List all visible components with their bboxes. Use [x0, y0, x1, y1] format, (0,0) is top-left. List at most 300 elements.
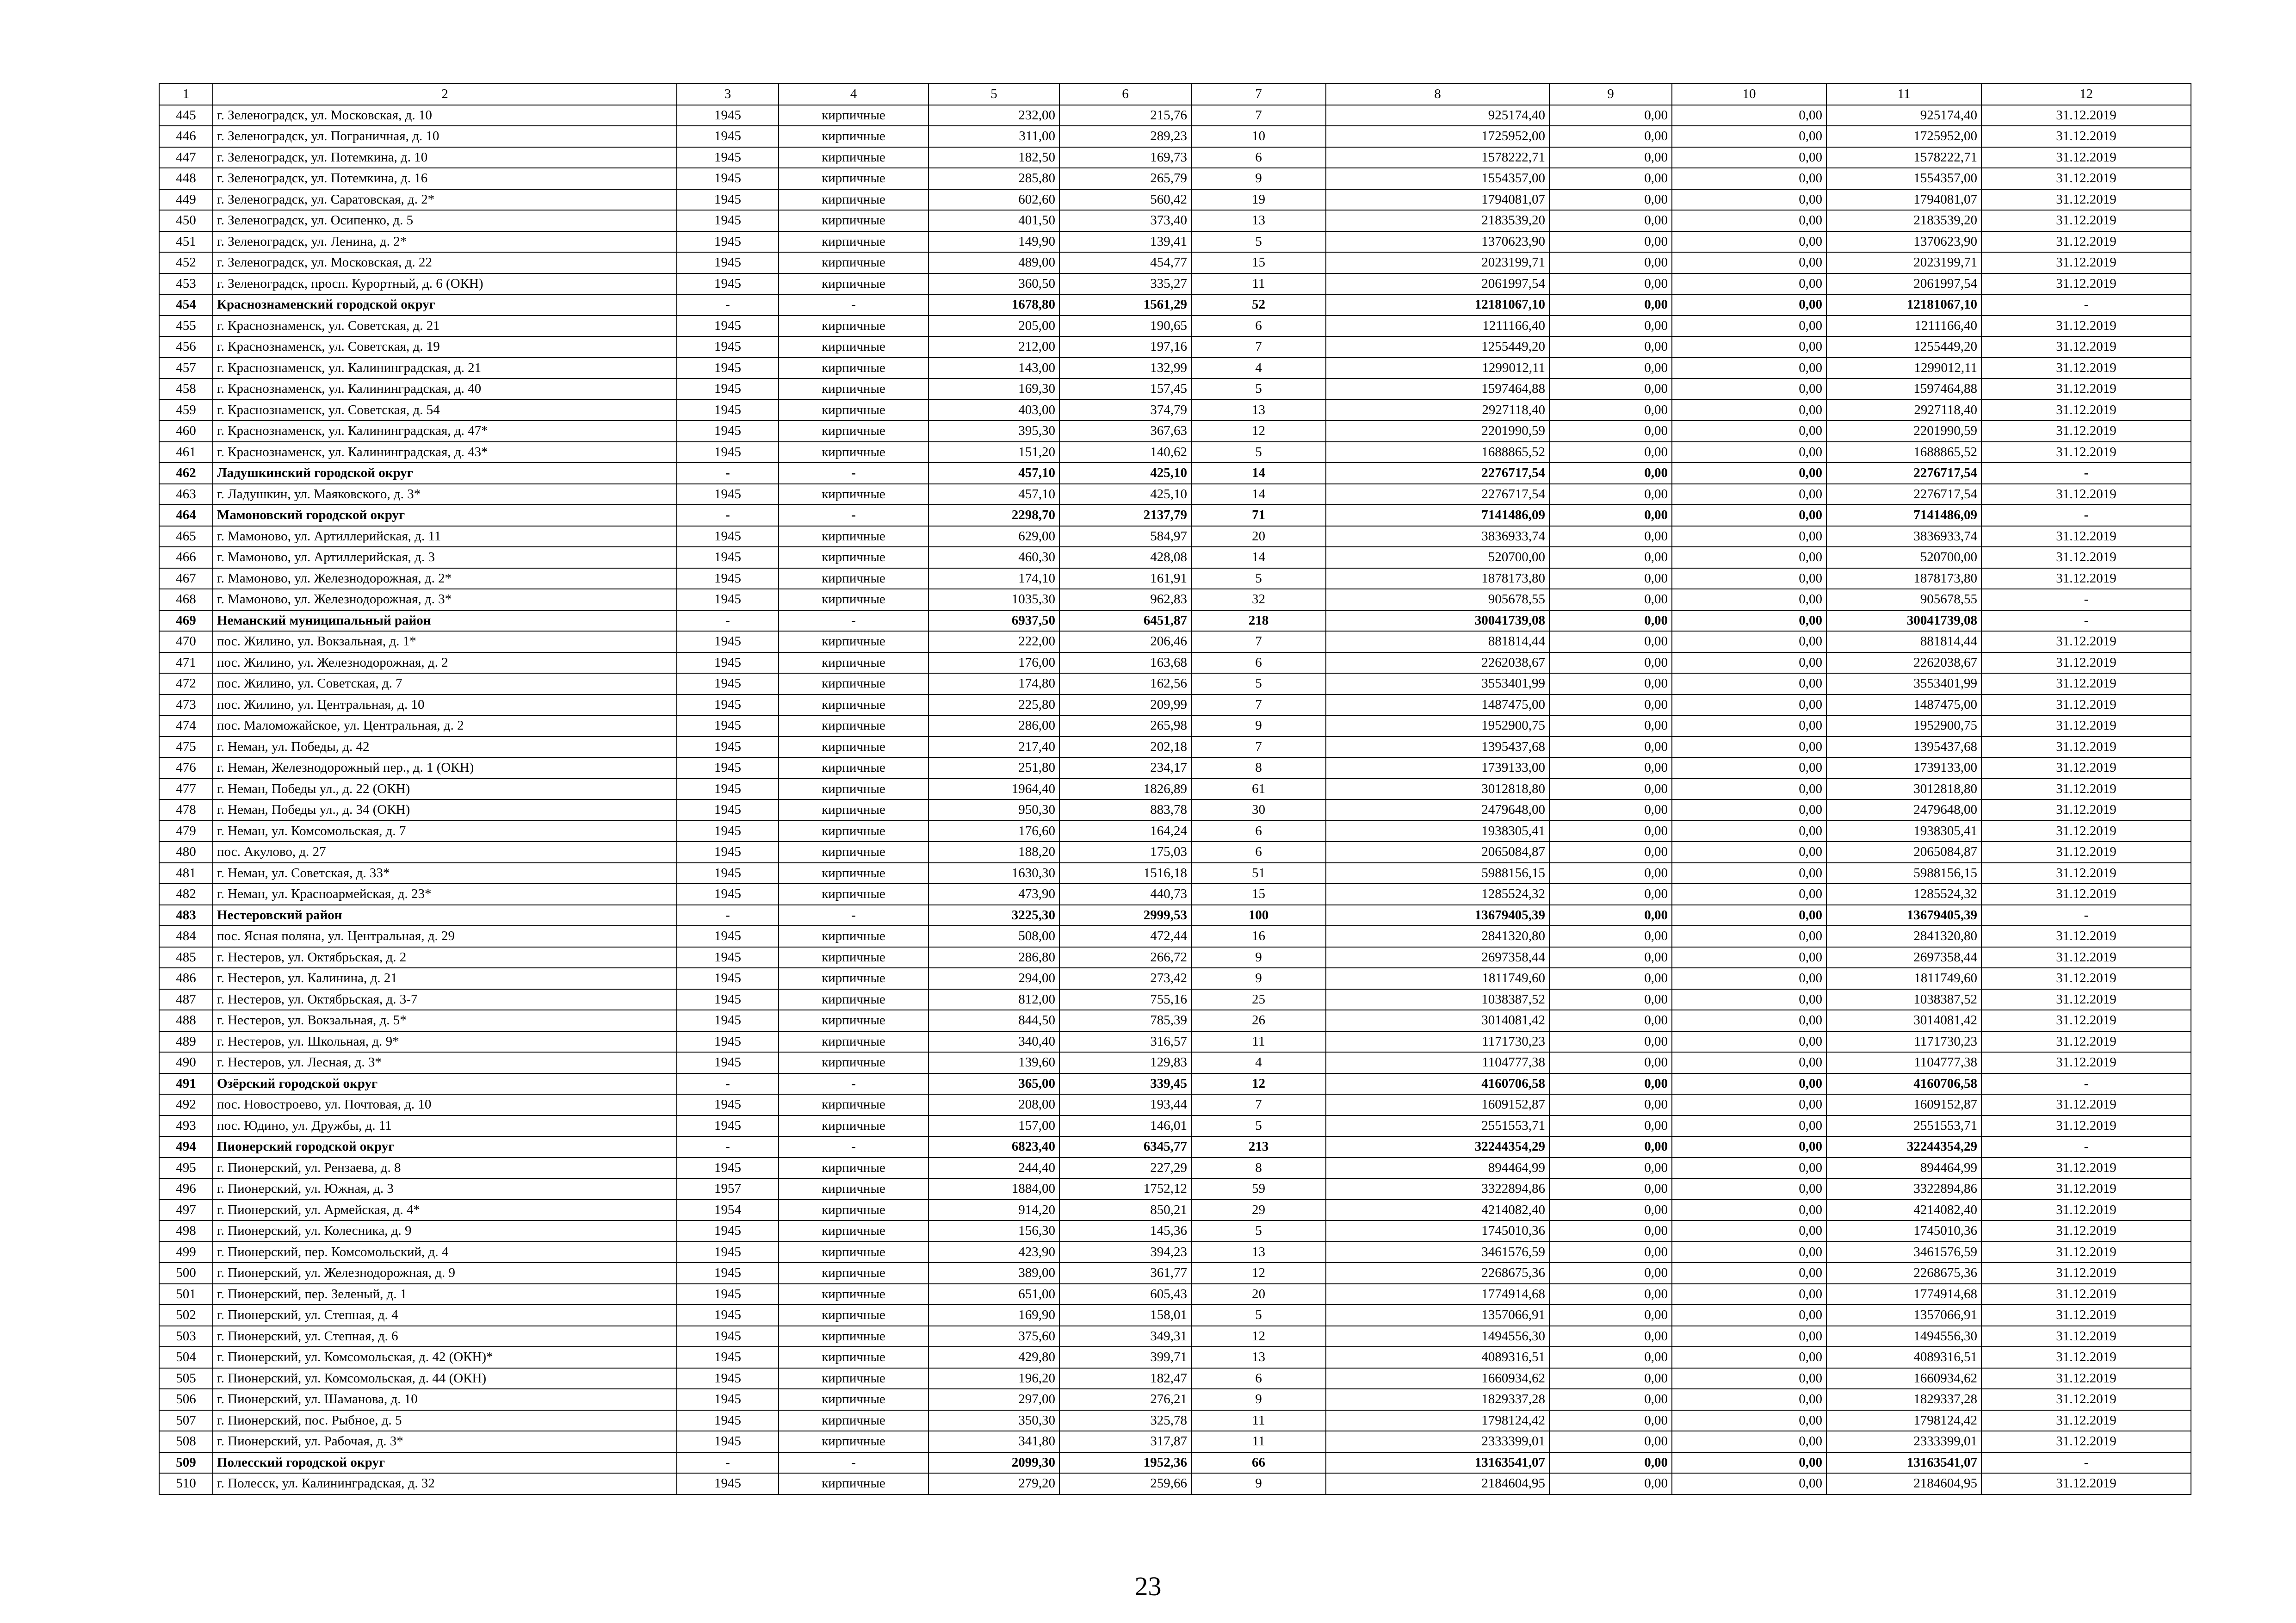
cell-col-12: 31.12.2019: [1981, 779, 2191, 800]
cell-col-7: 5: [1191, 568, 1326, 589]
cell-col-6: 425,10: [1059, 463, 1191, 484]
cell-col-2: г. Нестеров, ул. Октябрьская, д. 2: [213, 947, 677, 968]
cell-col-12: 31.12.2019: [1981, 568, 2191, 589]
cell-col-10: 0,00: [1672, 863, 1826, 884]
cell-col-6: 325,78: [1059, 1410, 1191, 1431]
cell-col-5: 457,10: [928, 463, 1059, 484]
cell-col-8: 905678,55: [1326, 589, 1549, 610]
cell-col-11: 1211166,40: [1826, 316, 1981, 337]
cell-col-11: 1794081,07: [1826, 189, 1981, 211]
cell-col-11: 1739133,00: [1826, 757, 1981, 779]
table-row: [159, 1094, 2191, 1115]
cell-col-12: 31.12.2019: [1981, 1284, 2191, 1305]
cell-col-11: 2183539,20: [1826, 210, 1981, 231]
cell-col-12: -: [1981, 1452, 2191, 1474]
table-row: [159, 1473, 2191, 1494]
table-row: [159, 779, 2191, 800]
cell-col-4: кирпичные: [779, 737, 928, 758]
cell-col-1: 467: [159, 568, 213, 589]
cell-col-11: 1554357,00: [1826, 168, 1981, 189]
table-row: [159, 189, 2191, 211]
cell-col-5: 1630,30: [928, 863, 1059, 884]
table-row: [159, 1347, 2191, 1368]
cell-col-2: г. Пионерский, пер. Зеленый, д. 1: [213, 1284, 677, 1305]
cell-col-6: 883,78: [1059, 799, 1191, 821]
cell-col-2: г. Нестеров, ул. Калинина, д. 21: [213, 968, 677, 989]
cell-col-12: 31.12.2019: [1981, 757, 2191, 779]
cell-col-1: 498: [159, 1220, 213, 1242]
cell-col-9: 0,00: [1549, 126, 1672, 147]
cell-col-2: г. Нестеров, ул. Школьная, д. 9*: [213, 1031, 677, 1053]
cell-col-1: 509: [159, 1452, 213, 1474]
cell-col-4: кирпичные: [779, 1200, 928, 1221]
municipality-total-row: [159, 1136, 2191, 1158]
cell-col-4: кирпичные: [779, 568, 928, 589]
cell-col-5: 2298,70: [928, 505, 1059, 526]
cell-col-1: 469: [159, 610, 213, 632]
cell-col-12: -: [1981, 463, 2191, 484]
cell-col-11: 3461576,59: [1826, 1242, 1981, 1263]
cell-col-10: 10: [1672, 84, 1826, 105]
cell-col-7: 61: [1191, 779, 1326, 800]
cell-col-8: 1171730,23: [1326, 1031, 1549, 1053]
cell-col-3: 1945: [677, 147, 779, 168]
cell-col-10: 0,00: [1672, 1200, 1826, 1221]
cell-col-7: 12: [1191, 421, 1326, 442]
cell-col-12: 31.12.2019: [1981, 105, 2191, 126]
cell-col-8: 2276717,54: [1326, 463, 1549, 484]
cell-col-1: 453: [159, 273, 213, 295]
municipality-total-row: [159, 1452, 2191, 1474]
cell-col-8: 4089316,51: [1326, 1347, 1549, 1368]
cell-col-2: г. Пионерский, ул. Колесника, д. 9: [213, 1220, 677, 1242]
cell-col-11: 2023199,71: [1826, 252, 1981, 273]
cell-col-3: 1945: [677, 189, 779, 211]
cell-col-4: кирпичные: [779, 968, 928, 989]
table-row: [159, 1389, 2191, 1410]
cell-col-8: 3553401,99: [1326, 673, 1549, 694]
cell-col-11: 1285524,32: [1826, 884, 1981, 905]
cell-col-12: 31.12.2019: [1981, 694, 2191, 716]
cell-col-2: пос. Юдино, ул. Дружбы, д. 11: [213, 1115, 677, 1137]
cell-col-6: 146,01: [1059, 1115, 1191, 1137]
cell-col-7: 19: [1191, 189, 1326, 211]
cell-col-1: 507: [159, 1410, 213, 1431]
table-row: [159, 316, 2191, 337]
cell-col-10: 0,00: [1672, 126, 1826, 147]
cell-col-2: Неманский муниципальный район: [213, 610, 677, 632]
cell-col-11: 2184604,95: [1826, 1473, 1981, 1494]
cell-col-1: 451: [159, 231, 213, 253]
cell-col-5: 205,00: [928, 316, 1059, 337]
cell-col-5: 2099,30: [928, 1452, 1059, 1474]
cell-col-4: кирпичные: [779, 147, 928, 168]
cell-col-6: 1516,18: [1059, 863, 1191, 884]
cell-col-4: кирпичные: [779, 779, 928, 800]
cell-col-2: г. Зеленоградск, ул. Потемкина, д. 10: [213, 147, 677, 168]
cell-col-9: 0,00: [1549, 273, 1672, 295]
cell-col-2: г. Полесск, ул. Калининградская, д. 32: [213, 1473, 677, 1494]
cell-col-9: 0,00: [1549, 610, 1672, 632]
cell-col-1: 479: [159, 821, 213, 842]
cell-col-5: 473,90: [928, 884, 1059, 905]
table-row: [159, 484, 2191, 505]
cell-col-1: 506: [159, 1389, 213, 1410]
cell-col-10: 0,00: [1672, 694, 1826, 716]
cell-col-3: -: [677, 1136, 779, 1158]
cell-col-9: 0,00: [1549, 673, 1672, 694]
cell-col-7: 12: [1191, 1073, 1326, 1095]
cell-col-6: 584,97: [1059, 526, 1191, 547]
cell-col-1: 492: [159, 1094, 213, 1115]
cell-col-11: 2268675,36: [1826, 1263, 1981, 1284]
cell-col-8: 30041739,08: [1326, 610, 1549, 632]
cell-col-11: 1370623,90: [1826, 231, 1981, 253]
cell-col-5: 340,40: [928, 1031, 1059, 1053]
cell-col-5: 286,00: [928, 715, 1059, 737]
cell-col-5: 602,60: [928, 189, 1059, 211]
cell-col-8: 2841320,80: [1326, 926, 1549, 947]
cell-col-11: 1774914,68: [1826, 1284, 1981, 1305]
cell-col-8: 1938305,41: [1326, 821, 1549, 842]
cell-col-6: 158,01: [1059, 1305, 1191, 1326]
cell-col-12: 31.12.2019: [1981, 168, 2191, 189]
cell-col-1: 465: [159, 526, 213, 547]
cell-col-4: кирпичные: [779, 1410, 928, 1431]
cell-col-7: 6: [1191, 316, 1326, 337]
cell-col-9: 0,00: [1549, 1136, 1672, 1158]
cell-col-1: 504: [159, 1347, 213, 1368]
cell-col-6: 139,41: [1059, 231, 1191, 253]
cell-col-12: 31.12.2019: [1981, 863, 2191, 884]
cell-col-5: 6937,50: [928, 610, 1059, 632]
cell-col-8: 3322894,86: [1326, 1178, 1549, 1200]
cell-col-5: 174,10: [928, 568, 1059, 589]
cell-col-6: 785,39: [1059, 1010, 1191, 1031]
cell-col-6: 349,31: [1059, 1326, 1191, 1347]
cell-col-10: 0,00: [1672, 1010, 1826, 1031]
cell-col-8: 1211166,40: [1326, 316, 1549, 337]
cell-col-5: 188,20: [928, 842, 1059, 863]
cell-col-5: 151,20: [928, 442, 1059, 463]
table-row: [159, 1158, 2191, 1179]
cell-col-12: 31.12.2019: [1981, 1031, 2191, 1053]
table-row: [159, 1031, 2191, 1053]
cell-col-8: 3012818,80: [1326, 779, 1549, 800]
municipality-total-row: [159, 610, 2191, 632]
cell-col-4: кирпичные: [779, 336, 928, 358]
cell-col-4: кирпичные: [779, 210, 928, 231]
cell-col-2: г. Зеленоградск, ул. Саратовская, д. 2*: [213, 189, 677, 211]
cell-col-11: 5988156,15: [1826, 863, 1981, 884]
cell-col-4: кирпичные: [779, 273, 928, 295]
cell-col-1: 493: [159, 1115, 213, 1137]
cell-col-5: 360,50: [928, 273, 1059, 295]
cell-col-12: 31.12.2019: [1981, 1052, 2191, 1073]
cell-col-6: 374,79: [1059, 400, 1191, 421]
table-row: [159, 105, 2191, 126]
cell-col-11: 2333399,01: [1826, 1431, 1981, 1452]
cell-col-5: 311,00: [928, 126, 1059, 147]
cell-col-7: 9: [1191, 715, 1326, 737]
cell-col-9: 0,00: [1549, 652, 1672, 674]
cell-col-12: 31.12.2019: [1981, 400, 2191, 421]
cell-col-11: 520700,00: [1826, 547, 1981, 568]
cell-col-6: 163,68: [1059, 652, 1191, 674]
cell-col-6: 2137,79: [1059, 505, 1191, 526]
cell-col-10: 0,00: [1672, 1094, 1826, 1115]
cell-col-3: -: [677, 463, 779, 484]
cell-col-2: пос. Акулово, д. 27: [213, 842, 677, 863]
cell-col-5: 149,90: [928, 231, 1059, 253]
cell-col-8: 1609152,87: [1326, 1094, 1549, 1115]
cell-col-7: 14: [1191, 463, 1326, 484]
cell-col-10: 0,00: [1672, 905, 1826, 926]
cell-col-10: 0,00: [1672, 105, 1826, 126]
cell-col-2: г. Краснознаменск, ул. Калининградская, д. 43*: [213, 442, 677, 463]
cell-col-1: 445: [159, 105, 213, 126]
cell-col-8: 2333399,01: [1326, 1431, 1549, 1452]
cell-col-11: 3553401,99: [1826, 673, 1981, 694]
cell-col-9: 0,00: [1549, 1094, 1672, 1115]
cell-col-9: 0,00: [1549, 884, 1672, 905]
cell-col-5: 1678,80: [928, 294, 1059, 316]
cell-col-10: 0,00: [1672, 505, 1826, 526]
cell-col-8: 1554357,00: [1326, 168, 1549, 189]
table-row: [159, 421, 2191, 442]
cell-col-10: 0,00: [1672, 526, 1826, 547]
cell-col-11: 2927118,40: [1826, 400, 1981, 421]
table-row: [159, 568, 2191, 589]
cell-col-12: 31.12.2019: [1981, 273, 2191, 295]
cell-col-9: 0,00: [1549, 1431, 1672, 1452]
cell-col-7: 213: [1191, 1136, 1326, 1158]
cell-col-5: 208,00: [928, 1094, 1059, 1115]
cell-col-3: 1945: [677, 1326, 779, 1347]
cell-col-3: 1945: [677, 673, 779, 694]
cell-col-6: 234,17: [1059, 757, 1191, 779]
cell-col-9: 0,00: [1549, 989, 1672, 1010]
cell-col-10: 0,00: [1672, 737, 1826, 758]
cell-col-8: 1952900,75: [1326, 715, 1549, 737]
cell-col-10: 0,00: [1672, 442, 1826, 463]
cell-col-1: 464: [159, 505, 213, 526]
table-row: [159, 926, 2191, 947]
cell-col-11: 1171730,23: [1826, 1031, 1981, 1053]
cell-col-7: 6: [1191, 1368, 1326, 1389]
cell-col-8: 2183539,20: [1326, 210, 1549, 231]
cell-col-3: 1945: [677, 947, 779, 968]
cell-col-9: 0,00: [1549, 1031, 1672, 1053]
cell-col-9: 0,00: [1549, 1010, 1672, 1031]
cell-col-6: 373,40: [1059, 210, 1191, 231]
cell-col-10: 0,00: [1672, 484, 1826, 505]
cell-col-2: г. Краснознаменск, ул. Калининградская, д. 21: [213, 358, 677, 379]
cell-col-4: кирпичные: [779, 1242, 928, 1263]
cell-col-1: 468: [159, 589, 213, 610]
cell-col-3: 1945: [677, 652, 779, 674]
cell-col-12: 12: [1981, 84, 2191, 105]
cell-col-7: 10: [1191, 126, 1326, 147]
cell-col-9: 0,00: [1549, 378, 1672, 400]
cell-col-2: пос. Жилино, ул. Вокзальная, д. 1*: [213, 631, 677, 652]
cell-col-6: 361,77: [1059, 1263, 1191, 1284]
cell-col-7: 32: [1191, 589, 1326, 610]
cell-col-12: 31.12.2019: [1981, 1410, 2191, 1431]
cell-col-7: 6: [1191, 147, 1326, 168]
cell-col-6: 317,87: [1059, 1431, 1191, 1452]
cell-col-3: 1945: [677, 863, 779, 884]
cell-col-2: г. Краснознаменск, ул. Советская, д. 19: [213, 336, 677, 358]
cell-col-12: -: [1981, 505, 2191, 526]
cell-col-7: 13: [1191, 1242, 1326, 1263]
cell-col-3: 1945: [677, 1031, 779, 1053]
cell-col-7: 8: [1191, 757, 1326, 779]
cell-col-7: 14: [1191, 547, 1326, 568]
cell-col-8: 2061997,54: [1326, 273, 1549, 295]
cell-col-12: 31.12.2019: [1981, 652, 2191, 674]
cell-col-3: -: [677, 905, 779, 926]
cell-col-10: 0,00: [1672, 316, 1826, 337]
cell-col-12: 31.12.2019: [1981, 926, 2191, 947]
cell-col-7: 9: [1191, 1389, 1326, 1410]
cell-col-7: 11: [1191, 1410, 1326, 1431]
cell-col-5: 403,00: [928, 400, 1059, 421]
cell-col-4: кирпичные: [779, 947, 928, 968]
cell-col-10: 0,00: [1672, 210, 1826, 231]
cell-col-3: 1945: [677, 757, 779, 779]
table-row: [159, 884, 2191, 905]
cell-col-11: 2276717,54: [1826, 463, 1981, 484]
cell-col-7: 8: [1191, 1158, 1326, 1179]
cell-col-10: 0,00: [1672, 1452, 1826, 1474]
cell-col-8: 2268675,36: [1326, 1263, 1549, 1284]
cell-col-1: 487: [159, 989, 213, 1010]
cell-col-2: г. Зеленоградск, ул. Пограничная, д. 10: [213, 126, 677, 147]
cell-col-12: 31.12.2019: [1981, 884, 2191, 905]
cell-col-4: кирпичные: [779, 1052, 928, 1073]
cell-col-3: 1945: [677, 1052, 779, 1073]
cell-col-11: 4160706,58: [1826, 1073, 1981, 1095]
cell-col-12: 31.12.2019: [1981, 1158, 2191, 1179]
cell-col-11: 1578222,71: [1826, 147, 1981, 168]
cell-col-1: 482: [159, 884, 213, 905]
cell-col-7: 29: [1191, 1200, 1326, 1221]
cell-col-1: 483: [159, 905, 213, 926]
cell-col-10: 0,00: [1672, 1473, 1826, 1494]
cell-col-8: 1104777,38: [1326, 1052, 1549, 1073]
cell-col-1: 505: [159, 1368, 213, 1389]
cell-col-10: 0,00: [1672, 1326, 1826, 1347]
cell-col-4: кирпичные: [779, 1094, 928, 1115]
cell-col-1: 463: [159, 484, 213, 505]
cell-col-12: 31.12.2019: [1981, 547, 2191, 568]
cell-col-4: кирпичные: [779, 189, 928, 211]
cell-col-9: 0,00: [1549, 294, 1672, 316]
cell-col-10: 0,00: [1672, 1347, 1826, 1368]
cell-col-6: 850,21: [1059, 1200, 1191, 1221]
cell-col-12: -: [1981, 1136, 2191, 1158]
cell-col-10: 0,00: [1672, 715, 1826, 737]
cell-col-10: 0,00: [1672, 189, 1826, 211]
cell-col-9: 0,00: [1549, 1305, 1672, 1326]
cell-col-9: 0,00: [1549, 1242, 1672, 1263]
cell-col-10: 0,00: [1672, 989, 1826, 1010]
cell-col-6: 2999,53: [1059, 905, 1191, 926]
cell-col-4: кирпичные: [779, 1158, 928, 1179]
cell-col-8: 1299012,11: [1326, 358, 1549, 379]
cell-col-1: 459: [159, 400, 213, 421]
cell-col-1: 478: [159, 799, 213, 821]
cell-col-4: 4: [779, 84, 928, 105]
cell-col-5: 914,20: [928, 1200, 1059, 1221]
cell-col-7: 11: [1191, 1031, 1326, 1053]
cell-col-5: 244,40: [928, 1158, 1059, 1179]
cell-col-7: 5: [1191, 1305, 1326, 1326]
cell-col-2: г. Пионерский, пос. Рыбное, д. 5: [213, 1410, 677, 1431]
cell-col-1: 494: [159, 1136, 213, 1158]
cell-col-7: 6: [1191, 821, 1326, 842]
cell-col-3: 1945: [677, 547, 779, 568]
cell-col-3: 1945: [677, 926, 779, 947]
cell-col-2: пос. Жилино, ул. Советская, д. 7: [213, 673, 677, 694]
cell-col-2: г. Пионерский, ул. Рабочая, д. 3*: [213, 1431, 677, 1452]
cell-col-2: г. Пионерский, ул. Комсомольская, д. 42 (ОКН)*: [213, 1347, 677, 1368]
cell-col-12: 31.12.2019: [1981, 1242, 2191, 1263]
cell-col-8: 1688865,52: [1326, 442, 1549, 463]
cell-col-9: 0,00: [1549, 1452, 1672, 1474]
cell-col-6: 273,42: [1059, 968, 1191, 989]
cell-col-10: 0,00: [1672, 926, 1826, 947]
table-row: [159, 1431, 2191, 1452]
cell-col-9: 0,00: [1549, 505, 1672, 526]
cell-col-9: 0,00: [1549, 821, 1672, 842]
table-row: [159, 168, 2191, 189]
table-row: [159, 231, 2191, 253]
cell-col-5: 222,00: [928, 631, 1059, 652]
cell-col-10: 0,00: [1672, 1368, 1826, 1389]
table-row: [159, 757, 2191, 779]
cell-col-8: 1487475,00: [1326, 694, 1549, 716]
cell-col-1: 490: [159, 1052, 213, 1073]
cell-col-8: 4160706,58: [1326, 1073, 1549, 1095]
cell-col-7: 13: [1191, 210, 1326, 231]
cell-col-11: 1255449,20: [1826, 336, 1981, 358]
cell-col-5: 423,90: [928, 1242, 1059, 1263]
cell-col-11: 1038387,52: [1826, 989, 1981, 1010]
cell-col-6: 6451,87: [1059, 610, 1191, 632]
cell-col-7: 4: [1191, 358, 1326, 379]
cell-col-3: 1945: [677, 1242, 779, 1263]
table-row: [159, 1200, 2191, 1221]
cell-col-4: кирпичные: [779, 1031, 928, 1053]
table-row: [159, 358, 2191, 379]
cell-col-3: 1945: [677, 779, 779, 800]
cell-col-12: 31.12.2019: [1981, 336, 2191, 358]
cell-col-12: 31.12.2019: [1981, 631, 2191, 652]
cell-col-5: 143,00: [928, 358, 1059, 379]
cell-col-8: 1739133,00: [1326, 757, 1549, 779]
cell-col-2: г. Краснознаменск, ул. Калининградская, д. 40: [213, 378, 677, 400]
cell-col-5: 176,00: [928, 652, 1059, 674]
cell-col-3: 1945: [677, 737, 779, 758]
cell-col-7: 5: [1191, 673, 1326, 694]
cell-col-11: 4214082,40: [1826, 1200, 1981, 1221]
table-row: [159, 1284, 2191, 1305]
table-row: [159, 947, 2191, 968]
cell-col-11: 925174,40: [1826, 105, 1981, 126]
cell-col-1: 474: [159, 715, 213, 737]
